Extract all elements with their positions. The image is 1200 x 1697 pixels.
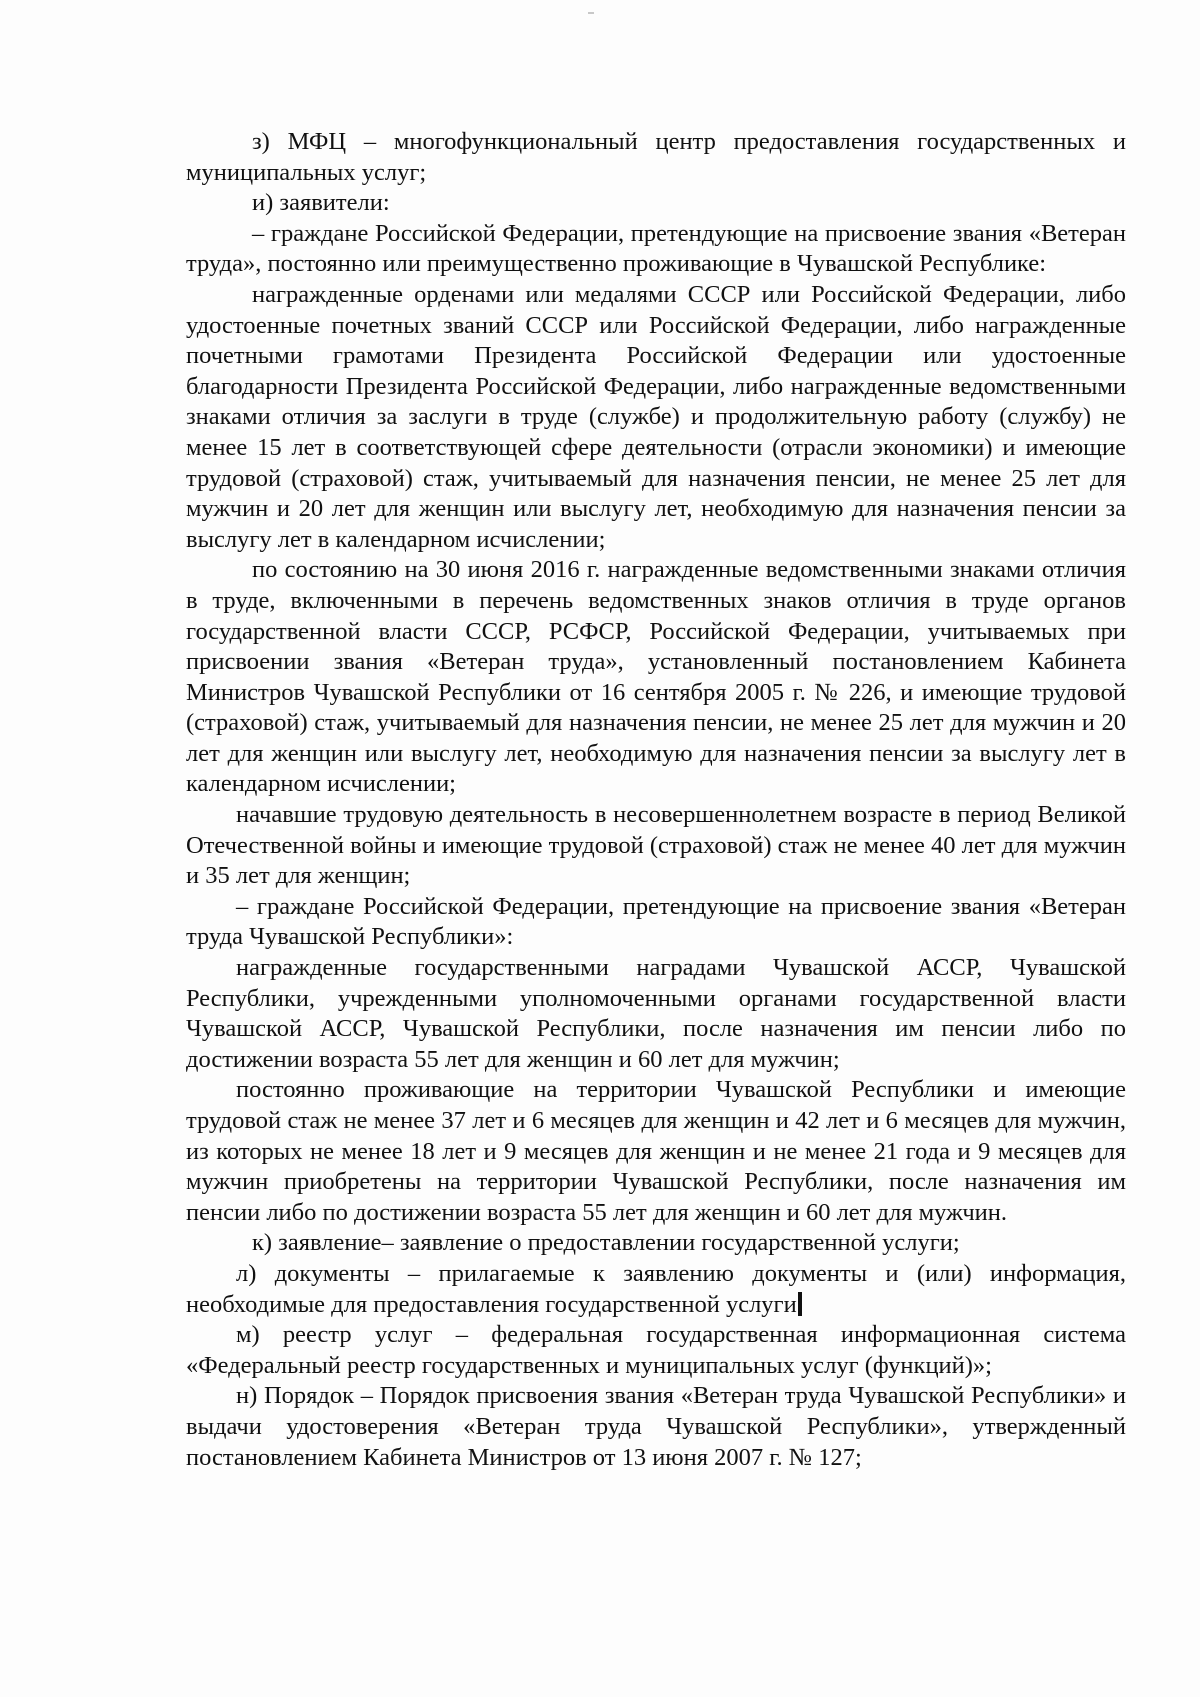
paragraph-permanent-residents: постоянно проживающие на территории Чувашской Республики и имеющие трудовой стаж не менее 37 лет и 6 месяцев для женщин и 42 лет и 6 месяцев для мужчин, из которых не менее 18 лет и 9 месяцев для женщин и не менее 21 года и 9 месяцев для мужчин приобретены на территории Чувашской Республики, после назначения им пенсии либо по достижении возраста 55 лет для женщин и 60 лет для мужчин. [186, 1076, 1126, 1226]
paragraph-chuvash-state-awards: награжденные государственными наградами Чувашской АССР, Чувашской Республики, учрежденными уполномоченными органами государственной власти Чувашской АССР, Чувашской Республики, после назначения им пенсии либо по достижении возраста 55 лет для женщин и 60 лет для мужчин; [186, 954, 1126, 1073]
paragraph-z-mfc: з) МФЦ – многофункциональный центр предоставления государственных и муниципальных услуг; [186, 128, 1126, 186]
text-cursor-mark [798, 1292, 802, 1316]
paragraph-i-applicants: и) заявители: [252, 189, 390, 217]
paragraph-k-application: к) заявление– заявление о предоставлении государственной услуги; [252, 1229, 960, 1257]
document-body [186, 127, 1126, 1473]
paragraph-awarded-orders-medals: награжденные орденами или медалями СССР или Российской Федерации, либо удостоенные почетных званий СССР или Российской Федерации, либо награжденные почетными грамотами Президента Российской Федерации или удостоенные благодарности Президента Российской Федерации, либо награжденные ведомственными знаками отличия за заслуги в труде (службе) и продолжительную работу (службу) не менее 15 лет в соответствующей сфере деятельности (отрасли экономики) и имеющие трудовой (страховой) стаж, учитываемый для назначения пенсии, не менее 25 лет для мужчин и 20 лет для женщин или выслугу лет, необходимую для назначения пенсии за выслугу лет в календарном исчислении; [186, 280, 1126, 553]
paragraph-l-text: л) документы – прилагаемые к заявлению документы и (или) информация, необходимые для предоставления государственной услуги [186, 1259, 1126, 1318]
paragraph-veteran-chuvash-citizens: – граждане Российской Федерации, претендующие на присвоение звания «Ветеран труда Чувашской Республики»: [186, 892, 1126, 951]
paragraph-wartime-minors: начавшие трудовую деятельность в несовершеннолетнем возрасте в период Великой Отечественной войны и имеющие трудовой (страховой) стаж не менее 40 лет для мужчин и 35 лет для женщин; [186, 801, 1126, 890]
paragraph-as-of-june-2016: по состоянию на 30 июня 2016 г. награжденные ведомственными знаками отличия в труде, включенными в перечень ведомственных знаков отличия в труде органов государственной власти СССР, РСФСР, Российской Федерации, учитываемых при присвоении звания «Ветеран труда», установленный постановлением Кабинета Министров Чувашской Республики от 16 сентября 2005 г. № 226, и имеющие трудовой (страховой) стаж, учитываемый для назначения пенсии, не менее 25 лет для мужчин и 20 лет для женщин или выслугу лет, необходимую для назначения пенсии за выслугу лет в календарном исчислении; [186, 556, 1126, 798]
paragraph-n-procedure: н) Порядок – Порядок присвоения звания «Ветеран труда Чувашской Республики» и выдачи удостоверения «Ветеран труда Чувашской Республики», утвержденный постановлением Кабинета Министров от 13 июня 2007 г. № 127; [186, 1382, 1126, 1471]
paragraph-m-registry: м) реестр услуг – федеральная государственная информационная система «Федеральный реестр государственных и муниципальных услуг (функций)»; [186, 1321, 1126, 1379]
paragraph-veteran-of-labor-citizens: – граждане Российской Федерации, претендующие на присвоение звания «Ветеран труда», постоянно или преимущественно проживающие в Чувашской Республике: [186, 219, 1126, 278]
scan-speck [588, 12, 594, 14]
paragraph-l-documents [186, 1259, 1126, 1320]
